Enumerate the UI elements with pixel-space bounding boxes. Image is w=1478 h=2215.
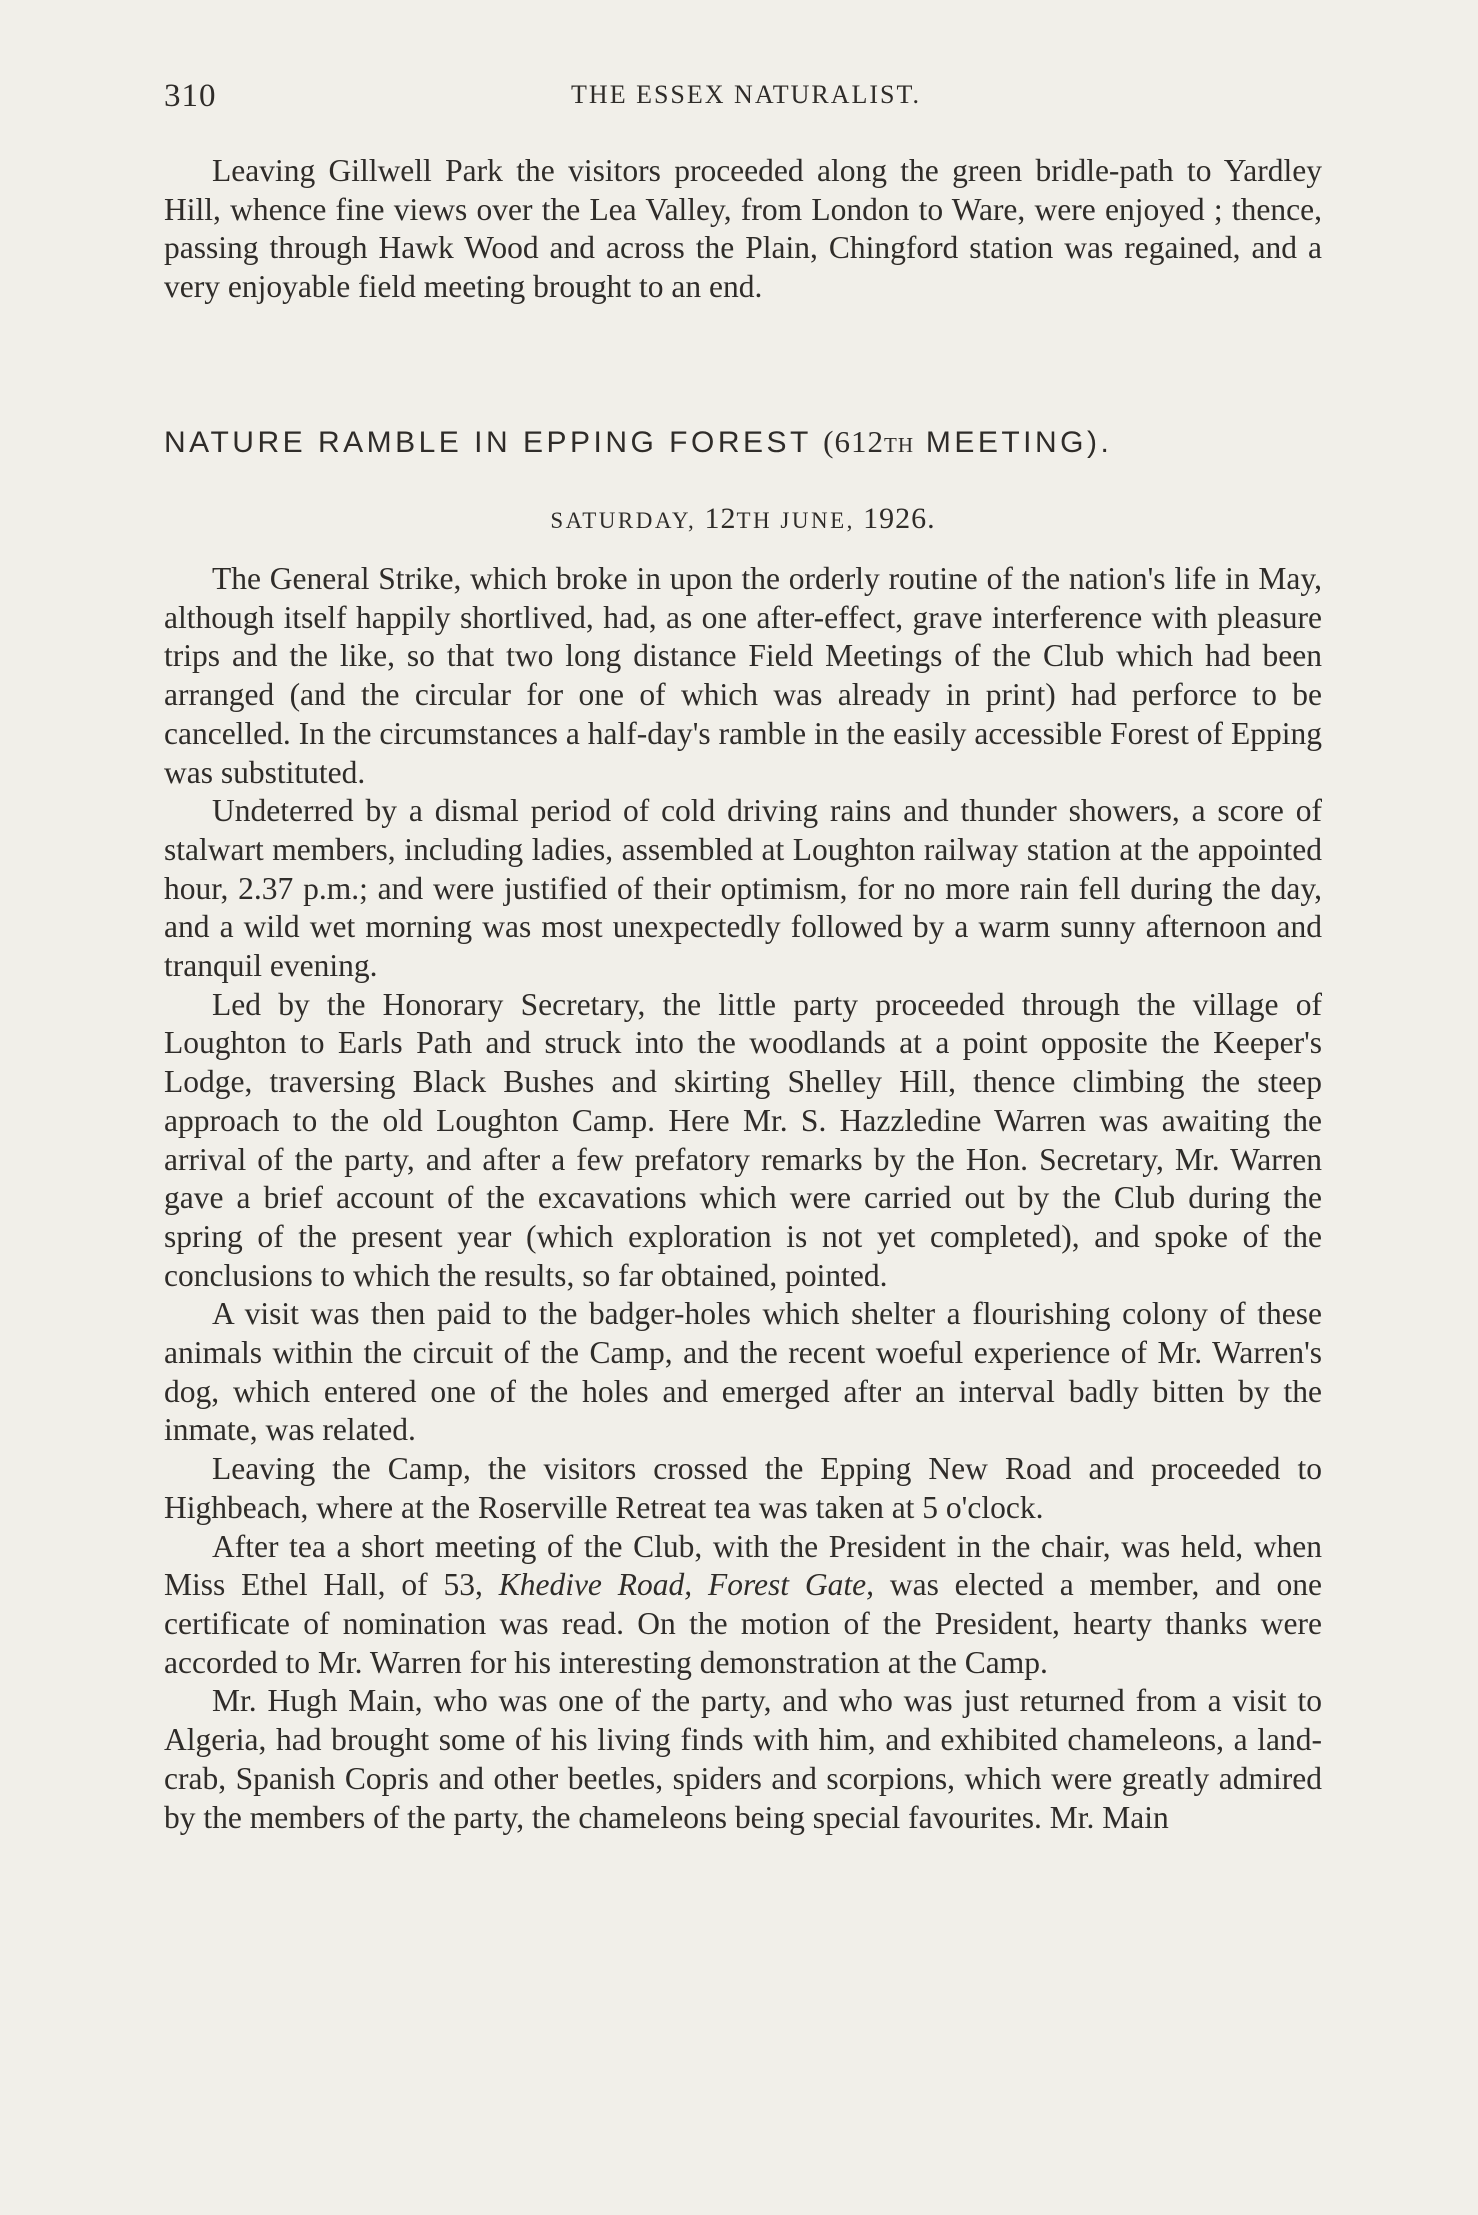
section-heading [164, 424, 1364, 460]
section-previous-meeting-end [164, 152, 1322, 307]
heading-meeting-number: (612TH [823, 424, 914, 459]
section-nature-ramble [164, 560, 1322, 1837]
meeting-date: SATURDAY, 12TH JUNE, 1926. [550, 502, 936, 535]
paragraph: Led by the Honorary Secretary, the little party proceeded through the village of Loughton to Earls Path and struck into the woodlands at a point opposite the Keeper's Lodge, traversing Black Bushes and skirting Shelley Hill, thence climbing the steep approach to the old Loughton Camp. Here Mr. S. Hazzledine Warren was awaiting the arrival of the party, and after a few prefatory remarks by the Hon. Secretary, Mr. Warren gave a brief account of the excavations which were carried out by the Club during the spring of the present year (which exploration is not yet completed), and spoke of the conclusions to which the results, so far obtained, pointed. [164, 986, 1322, 1293]
paragraph: The General Strike, which broke in upon the orderly routine of the nation's life in May, although itself happily shortlived, had, as one after-effect, grave interference with pleasure trips and the like, so that two long distance Field Meetings of the Club which had been arranged (and the circular for one of which was already in print) had perforce to be cancelled. In the circumstances a half-day's ramble in the easily accessible Forest of Epping was substituted. [164, 561, 1322, 790]
paragraph: Undeterred by a dismal period of cold driving rains and thunder showers, a score of stalwart members, including ladies, assembled at Loughton railway station at the appointed hour, 2.37 p.m.; and were justified of their optimism, for no more rain fell during the day, and a wild wet morning was most unexpectedly followed by a warm sunny afternoon and tranquil evening. [164, 793, 1322, 984]
paragraph: A visit was then paid to the badger-holes which shelter a flourishing colony of these animals within the circuit of the Camp, and the recent woeful experience of Mr. Warren's dog, which entered one of the holes and emerged after an interval badly bitten by the inmate, was related. [164, 1296, 1322, 1448]
paragraph: Leaving the Camp, the visitors crossed the Epping New Road and proceeded to Highbeach, where at the Roserville Retreat tea was taken at 5 o'clock. [164, 1451, 1322, 1525]
journal-title: THE ESSEX NATURALIST. [571, 80, 921, 109]
heading-title: NATURE RAMBLE IN EPPING FOREST [164, 426, 812, 459]
page-number: 310 [164, 78, 217, 114]
paragraph: Leaving Gillwell Park the visitors proceeded along the green bridle-path to Yardley Hill, whence fine views over the Lea Valley, from London to Ware, were enjoyed ; thence, passing through Hawk Wood and across the Plain, Chingford station was regained, and a very enjoyable field meeting brought to an end. [164, 153, 1322, 305]
paragraph: After tea a short meeting of the Club, with the President in the chair, was held, when Miss Ethel Hall, of 53, Khedive Road, Forest Gate, was elected a member, and one certificate of nomination was read. On the motion of the President, hearty thanks were accorded to Mr. Warren for his interesting demonstration at the Camp. [164, 1528, 1322, 1680]
running-head [164, 78, 1328, 118]
address-italic: Khedive Road, Forest Gate, [498, 1567, 874, 1603]
paragraph: Mr. Hugh Main, who was one of the party, and who was just returned from a visit to Algeria, had brought some of his living finds with him, and exhibited chameleons, a land-crab, Spanish Copris and other beetles, spiders and scorpions, which were greatly admired by the members of the party, the chameleons being special favourites. Mr. Main [164, 1683, 1322, 1835]
heading-meeting-word: MEETING). [925, 426, 1113, 459]
